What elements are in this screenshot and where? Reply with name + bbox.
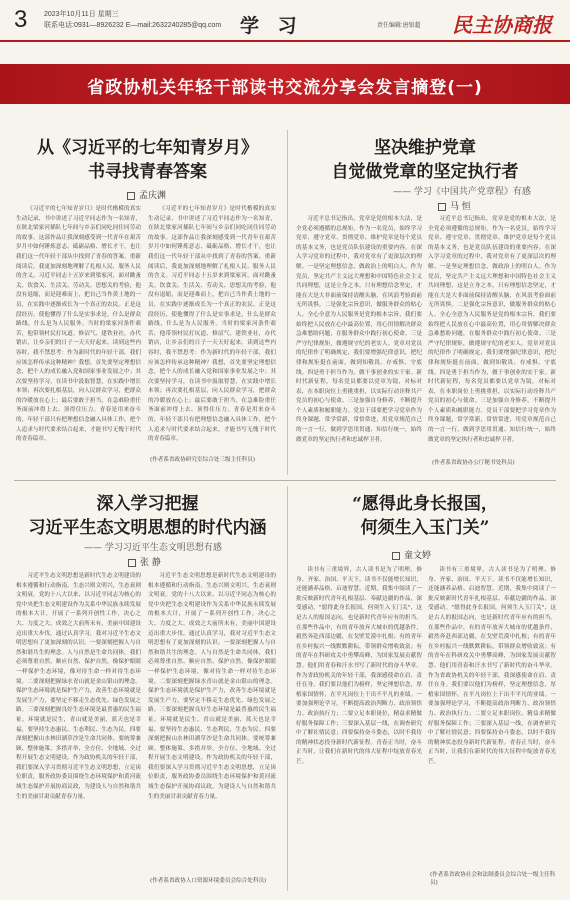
article-2-author: 马 恒 [438, 199, 471, 212]
editor-credit: 责任编辑:唐银超 [377, 23, 421, 29]
article-3-body-col-1 [16, 572, 141, 890]
article-4-author-note: (作者系省政协社会和法制委员会综合处一级主任科员) [430, 872, 556, 886]
article-1-body-col-2 [148, 205, 276, 453]
article-3-body-cont: 习近平生态文明思想是新时代生态文明建设的根本遵循和行动指南。生态兴则文明兴，生态衰则文明衰。党的十八大以来，以习近平同志为核心的党中央把生态文明建设作为关系中华民族永续发展的根本大计，开展了一系列开创性工作，决心之大、力度之大、成效之大前所未有，美丽中国建设迈出重大步伐。通过认真学习，我对习近平生态文明思想有了更加深刻的认识。一要深刻把握人与自然和谐共生的理念。人与自然是生命共同体，我们必须尊重自然、顺应自然、保护自然，像保护眼睛一样保护生态环境，像对待生命一样对待生态环境。二要深刻把握绿水青山就是金山银山的理念。保护生态环境就是保护生产力，改善生态环境就是发展生产力，要坚定不移走生态优先、绿色发展之路。三要深刻把握良好生态环境是最普惠的民生福祉。环境就是民生，青山就是美丽，蓝天也是幸福，要坚持生态惠民、生态利民、生态为民。四要深刻把握山水林田湖草沙是生命共同体。要统筹兼顾、整体施策、多措并举，全方位、全地域、全过程开展生态文明建设。作为政协机关的年轻干部，我们要深入学习贯彻习近平生态文明思想，立足岗位职责，服务政协委员围绕生态环境保护和黄河流域生态保护开展协商议政，为建设人与自然和谐共生的美丽甘肃贡献青春力量。 [148, 573, 276, 800]
article-2-subtitle: —— 学习《中国共产党章程》有感 [393, 187, 531, 197]
article-4-body-col-1 [296, 566, 422, 888]
page-number: 3 [14, 6, 28, 33]
article-3-subtitle: —— 学习习近平生态文明思想有感 [84, 543, 222, 553]
article-1-title: 从《习近平的七年知青岁月》 书寻找青春答案 [37, 138, 258, 182]
newspaper-logo: 民主协商报 [452, 15, 552, 37]
author-marker-icon [127, 192, 135, 200]
article-2-author-note: (作者系省政协办公厅秘书处科员) [432, 460, 515, 466]
column-divider [287, 486, 288, 891]
article-2-title: 坚决维护党章 自觉做党章的坚定执行者 [331, 138, 519, 182]
article-3-body: 习近平生态文明思想是新时代生态文明建设的根本遵循和行动指南。生态兴则文明兴，生态衰则文明衰。党的十八大以来，以习近平同志为核心的党中央把生态文明建设作为关系中华民族永续发展的根本大计，开展了一系列开创性工作，决心之大、力度之大、成效之大前所未有，美丽中国建设迈出重大步伐。通过认真学习，我对习近平生态文明思想有了更加深刻的认识。一要深刻把握人与自然和谐共生的理念。人与自然是生命共同体，我们必须尊重自然、顺应自然、保护自然，像保护眼睛一样保护生态环境，像对待生命一样对待生态环境。二要深刻把握绿水青山就是金山银山的理念。保护生态环境就是保护生产力，改善生态环境就是发展生产力，要坚定不移走生态优先、绿色发展之路。三要深刻把握良好生态环境是最普惠的民生福祉。环境就是民生，青山就是美丽，蓝天也是幸福，要坚持生态惠民、生态利民、生态为民。四要深刻把握山水林田湖草沙是生命共同体。要统筹兼顾、整体施策、多措并举，全方位、全地域、全过程开展生态文明建设。作为政协机关的年轻干部，我们要深入学习贯彻习近平生态文明思想，立足岗位职责，服务政协委员围绕生态环境保护和黄河流域生态保护开展协商议政，为建设人与自然和谐共生的美丽甘肃贡献青春力量。 [16, 573, 141, 800]
article-4-body: 读书有三重境界，古人读书是为了明理、修身、齐家、治国、平天下。读书不仅能增长知识，还能涵养品格、启迪智慧。近期，我集中阅读了一批反映新时代青年扎根基层、奉献边疆的作品，深受感动。"愿得此身长报国，何须生入玉门关"，这是古人的报国志向，也是新时代青年应有的担当。在那些作品中，有的青年放弃大城市的优越条件，毅然奔赴西部边疆，在戈壁荒漠中扎根；有的青年在乡村振兴一线默默耕耘，带领群众增收致富；有的青年在科研攻关中勇攀高峰，为国家发展贡献智慧。他们用青春和汗水书写了新时代的奋斗华章。作为省政协机关的年轻干部，我深感使命在肩、责任在身。我们要以他们为榜样，坚定理想信念，厚植家国情怀，在平凡岗位上干出不平凡的业绩。一要加强理论学习，不断提高政治判断力、政治领悟力、政治执行力；二要立足本职岗位，精益求精做好服务保障工作；三要深入基层一线，在调查研究中了解社情民意；四要保持奋斗姿态，以时不我待的精神状态投身新时代新征程。青春正当时，奋斗正当时，让我们在新时代的伟大征程中绽放青春光芒。 [296, 567, 422, 765]
article-3-author-note: (作者系省政协人口资源环境委员会综合处科员) [150, 878, 267, 884]
article-3-author: 张 静 [128, 555, 161, 568]
article-4-body-cont: 读书有三重境界，古人读书是为了明理、修身、齐家、治国、平天下。读书不仅能增长知识，还能涵养品格、启迪智慧。近期，我集中阅读了一批反映新时代青年扎根基层、奉献边疆的作品，深受感动。"愿得此身长报国，何须生入玉门关"，这是古人的报国志向，也是新时代青年应有的担当。在那些作品中，有的青年放弃大城市的优越条件，毅然奔赴西部边疆，在戈壁荒漠中扎根；有的青年在乡村振兴一线默默耕耘，带领群众增收致富；有的青年在科研攻关中勇攀高峰，为国家发展贡献智慧。他们用青春和汗水书写了新时代的奋斗华章。作为省政协机关的年轻干部，我深感使命在肩、责任在身。我们要以他们为榜样，坚定理想信念，厚植家国情怀，在平凡岗位上干出不平凡的业绩。一要加强理论学习，不断提高政治判断力、政治领悟力、政治执行力；二要立足本职岗位，精益求精做好服务保障工作；三要深入基层一线，在调查研究中了解社情民意；四要保持奋斗姿态，以时不我待的精神状态投身新时代新征程。青春正当时，奋斗正当时，让我们在新时代的伟大征程中绽放青春光芒。 [428, 567, 556, 765]
article-1-body-col-1 [16, 205, 141, 460]
article-1-author-note: (作者系省政协研究室综合处三级主任科员) [150, 457, 256, 463]
article-1-body-cont: 《习近平的七年知青岁月》是时代楷模的真实生动记录，书中讲述了习近平同志作为一名知青，在陕北梁家河插队七年间与乡亲们同吃同住同劳动的故事。这部作品让我深刻感受到一代青年在艰苦岁月中如何锤炼意志、砥砺品格、增长才干，也让我们这一代年轻干部从中找到了青春的答案。重新阅读后，我更加深刻地理解了扎根人民、服务人民的含义。习近平同志十五岁来到梁家河，面对跳蚤关、饮食关、生活关、劳动关、思想关的考验，他没有退缩，而是迎难而上，把自己当作黄土地的一员，在实践中逐渐成长为一个真正的农民。正是这段经历，使他懂得了什么是实事求是，什么是群众路线，什么是为人民服务。当时的梁家河条件艰苦，他带领村民打坑道、修沼气、建铁业社，办代销店，让乡亲们的日子一天天好起来。读到这些内容时，我不禁思考：作为新时代的年轻干部，我们应该怎样传承这种精神？我想，首先要坚定理想信念，把个人的成长融入党和国家事业发展之中；其次要坚持学习，在读书中汲取智慧，在实践中增长本领；再次要扎根基层，向人民群众学习，把群众的冷暖放在心上；最后要敢于担当，在急难险重任务面前冲得上去、顶得住压力。青春是用来奋斗的，年轻干部只有把理想信念融入具体工作，把个人追求与时代要求结合起来，才能书写无愧于时代的青春篇章。 [148, 206, 276, 443]
masthead-rule [0, 0, 570, 42]
date-line: 2023年10月11日 星期三 [44, 11, 119, 18]
article-2-body-cont: 习近平总书记指出，党章是党的根本大法，是全党必须遵循的总规矩。作为一名党员，始终学习党章、遵守党章、贯彻党章、维护党章是每个党员的基本义务，也是党员队伍建设的重要内容。在深入学习党章的过程中，我对党章有了更深层次的理解。一是坚定理想信念，做政治上的明白人。作为党员，坚定共产主义远大理想和中国特色社会主义共同理想，这是立身之本。只有理想信念坚定，才能在大是大非面前保持清醒头脑，在风浪考验面前无所畏惧。二是强化宗旨意识，做服务群众的贴心人。全心全意为人民服务是党的根本宗旨，我们要始终把人民放在心中最高位置，用心用情解决群众急难愁盼问题，在服务群众中践行初心使命。三是严守纪律规矩，做遵规守纪的老实人。党章对党员的纪律作了明确规定，我们要增强纪律意识，把纪律和规矩挺在前面，做到知敬畏、存戒惧、守底线。四是勇于担当作为，做干事创业的实干家。新时代新征程，每名党员都要以党章为镜，对标对表，在本职岗位上勇挑重担，以实际行动诠释共产党员的初心与使命。三是加强自身修养，不断提升个人素质和履职能力。党员干部要把学习党章作为终身课题，常学常新，常悟常进，用党章规范自己的一言一行，做到学思用贯通、知信行统一，始终做党章的坚定执行者和忠诚捍卫者。 [428, 216, 556, 443]
author-marker-icon [438, 203, 446, 211]
article-1-body: 《习近平的七年知青岁月》是时代楷模的真实生动记录，书中讲述了习近平同志作为一名知青，在陕北梁家河插队七年间与乡亲们同吃同住同劳动的故事。这部作品让我深刻感受到一代青年在艰苦岁月中如何锤炼意志、砥砺品格、增长才干，也让我们这一代年轻干部从中找到了青春的答案。重新阅读后，我更加深刻地理解了扎根人民、服务人民的含义。习近平同志十五岁来到梁家河，面对跳蚤关、饮食关、生活关、劳动关、思想关的考验，他没有退缩，而是迎难而上，把自己当作黄土地的一员，在实践中逐渐成长为一个真正的农民。正是这段经历，使他懂得了什么是实事求是，什么是群众路线，什么是为人民服务。当时的梁家河条件艰苦，他带领村民打坑道、修沼气、建铁业社，办代销店，让乡亲们的日子一天天好起来。读到这些内容时，我不禁思考：作为新时代的年轻干部，我们应该怎样传承这种精神？我想，首先要坚定理想信念，把个人的成长融入党和国家事业发展之中；其次要坚持学习，在读书中汲取智慧，在实践中增长本领；再次要扎根基层，向人民群众学习，把群众的冷暖放在心上；最后要敢于担当，在急难险重任务面前冲得上去、顶得住压力。青春是用来奋斗的，年轻干部只有把理想信念融入具体工作，把个人追求与时代要求结合起来，才能书写无愧于时代的青春篇章。 [16, 206, 141, 443]
article-3-body-col-2 [148, 572, 276, 872]
article-2-body: 习近平总书记指出，党章是党的根本大法，是全党必须遵循的总规矩。作为一名党员，始终学习党章、遵守党章、贯彻党章、维护党章是每个党员的基本义务，也是党员队伍建设的重要内容。在深入学习党章的过程中，我对党章有了更深层次的理解。一是坚定理想信念，做政治上的明白人。作为党员，坚定共产主义远大理想和中国特色社会主义共同理想，这是立身之本。只有理想信念坚定，才能在大是大非面前保持清醒头脑，在风浪考验面前无所畏惧。二是强化宗旨意识，做服务群众的贴心人。全心全意为人民服务是党的根本宗旨，我们要始终把人民放在心中最高位置，用心用情解决群众急难愁盼问题，在服务群众中践行初心使命。三是严守纪律规矩，做遵规守纪的老实人。党章对党员的纪律作了明确规定，我们要增强纪律意识，把纪律和规矩挺在前面，做到知敬畏、存戒惧、守底线。四是勇于担当作为，做干事创业的实干家。新时代新征程，每名党员都要以党章为镜，对标对表，在本职岗位上勇挑重担，以实际行动诠释共产党员的初心与使命。三是加强自身修养，不断提升个人素质和履职能力。党员干部要把学习党章作为终身课题，常学常新，常悟常进，用党章规范自己的一言一行，做到学思用贯通、知信行统一，始终做党章的坚定执行者和忠诚捍卫者。 [296, 216, 422, 443]
article-2-body-col-2 [428, 215, 556, 455]
author-marker-icon [392, 552, 400, 560]
article-1-author: 孟庆渊 [127, 188, 166, 201]
section-title: 学 习 [240, 15, 303, 37]
author-marker-icon [128, 559, 136, 567]
section-divider [14, 480, 556, 481]
banner-title: 省政协机关年轻干部读书交流分享会发言摘登(一) [87, 78, 483, 98]
article-4-author: 童文婷 [392, 548, 431, 561]
article-3-title: 深入学习把握 习近平生态文明思想的时代内涵 [28, 494, 267, 538]
article-4-body-col-2 [428, 566, 556, 866]
article-4-title: “愿得此身长报国， 何须生入玉门关” [352, 494, 498, 538]
column-divider [287, 130, 288, 475]
contact-line: 联系电话:0931—8926232 E—mail:2632240285@qq.com [44, 22, 222, 29]
article-2-body-col-1 [296, 215, 422, 460]
